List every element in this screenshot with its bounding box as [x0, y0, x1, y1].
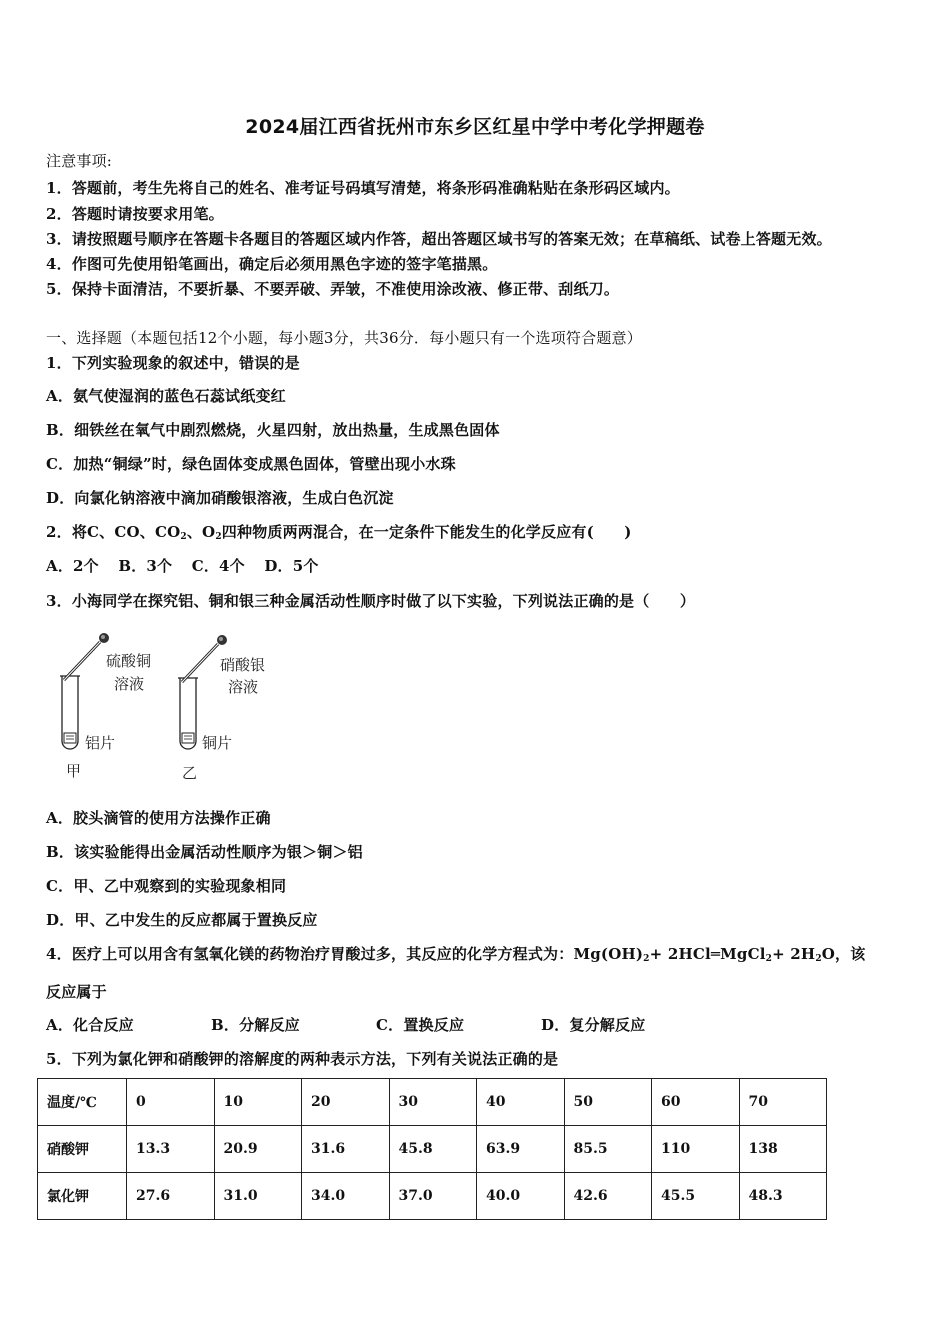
- test-tube-jia: [60, 676, 80, 749]
- question-4-option-c: C．置换反应: [376, 1016, 465, 1034]
- table-cell: 硝酸钾: [38, 1126, 127, 1173]
- table-cell: 63.9: [477, 1126, 565, 1173]
- table-cell: 氯化钾: [38, 1173, 127, 1220]
- table-cell: 85.5: [564, 1126, 652, 1173]
- question-1-stem: 1．下列实验现象的叙述中，错误的是: [46, 354, 300, 372]
- question-2-option-c: C．4个: [191, 557, 245, 575]
- question-4-stem-line2: 反应属于: [46, 983, 107, 1001]
- question-3-option-c: C．甲、乙中观察到的实验现象相同: [46, 877, 287, 895]
- table-cell: 温度/℃: [38, 1079, 127, 1126]
- table-cell: 45.8: [389, 1126, 477, 1173]
- notice-item: 1．答题前，考生先将自己的姓名、准考证号码填写清楚，将条形码准确粘贴在条形码区域内。: [46, 179, 680, 197]
- question-5-stem: 5．下列为氯化钾和硝酸钾的溶解度的两种表示方法，下列有关说法正确的是: [46, 1050, 559, 1068]
- subscript: 2: [643, 954, 650, 964]
- table-cell: 31.6: [302, 1126, 390, 1173]
- question-3-stem: 3．小海同学在探究铝、铜和银三种金属活动性顺序时做了以下实验，下列说法正确的是（ ）: [46, 592, 696, 610]
- question-1-option-b: B．细铁丝在氧气中剧烈燃烧，火星四射，放出热量，生成黑色固体: [46, 421, 500, 439]
- question-4-stem: [46, 943, 865, 964]
- reagent-label: 硝酸银: [220, 656, 266, 674]
- question-4-text: O，该: [821, 945, 866, 963]
- question-3-option-b: B．该实验能得出金属活动性顺序为银＞铜＞铝: [46, 843, 363, 861]
- notice-item: 2．答题时请按要求用笔。: [46, 205, 224, 223]
- section-heading: 一、选择题（本题包括12个小题，每小题3分，共36分．每小题只有一个选项符合题意）: [46, 329, 642, 347]
- metal-label: 铝片: [85, 734, 116, 752]
- question-4-text: + 2HCl═MgCl: [649, 945, 766, 963]
- dropper-jia: [64, 633, 109, 680]
- question-3-option-d: D．甲、乙中发生的反应都属于置换反应: [46, 911, 318, 929]
- table-cell: 45.5: [652, 1173, 740, 1220]
- table-cell: 50: [564, 1079, 652, 1126]
- table-row: [38, 1173, 827, 1220]
- subscript: 2: [765, 954, 773, 964]
- question-4-option-b: B．分解反应: [211, 1016, 300, 1034]
- question-2-text: 2．将C、CO、CO: [46, 523, 181, 541]
- question-2-stem: [46, 521, 632, 542]
- question-4-text: + 2H: [772, 945, 816, 963]
- question-4-options: [46, 1014, 706, 1035]
- table-cell: 40.0: [477, 1173, 565, 1220]
- subscript: 2: [815, 954, 822, 964]
- page-title: 2024届江西省抚州市东乡区红星中学中考化学押题卷: [245, 116, 705, 138]
- table-cell: 10: [214, 1079, 302, 1126]
- notice-item: 4．作图可先使用铅笔画出，确定后必须用黑色字迹的签字笔描黑。: [46, 255, 498, 273]
- question-2-option-a: A．2个: [46, 557, 99, 575]
- table-cell: 13.3: [127, 1126, 215, 1173]
- test-tube-yi: [178, 678, 198, 749]
- question-4-option-a: A．化合反应: [46, 1016, 134, 1034]
- reagent-label: 溶液: [228, 678, 259, 696]
- question-1-option-d: D．向氯化钠溶液中滴加硝酸银溶液，生成白色沉淀: [46, 489, 394, 507]
- table-cell: 31.0: [214, 1173, 302, 1220]
- table-cell: 42.6: [564, 1173, 652, 1220]
- table-cell: 20.9: [214, 1126, 302, 1173]
- reagent-label: 溶液: [114, 675, 145, 693]
- table-cell: 37.0: [389, 1173, 477, 1220]
- question-2-option-d: D．5个: [264, 557, 319, 575]
- solubility-table: [37, 1078, 827, 1220]
- tube-label: 乙: [182, 764, 198, 782]
- table-cell: 110: [652, 1126, 740, 1173]
- question-2-text: 、O: [186, 523, 216, 541]
- question-2-option-b: B．3个: [118, 557, 173, 575]
- table-cell: 30: [389, 1079, 477, 1126]
- question-3-option-a: A．胶头滴管的使用方法操作正确: [46, 809, 271, 827]
- table-cell: 60: [652, 1079, 740, 1126]
- question-1-option-c: C．加热“铜绿”时，绿色固体变成黑色固体，管壁出现小水珠: [46, 455, 456, 473]
- table-cell: 138: [739, 1126, 827, 1173]
- table-cell: 0: [127, 1079, 215, 1126]
- subscript: 2: [180, 532, 187, 542]
- table-cell: 34.0: [302, 1173, 390, 1220]
- question-4-option-d: D．复分解反应: [541, 1016, 646, 1034]
- subscript: 2: [215, 532, 222, 542]
- table-cell: 40: [477, 1079, 565, 1126]
- tube-label: 甲: [66, 762, 82, 780]
- question-1-option-a: A．氨气使湿润的蓝色石蕊试纸变红: [46, 387, 286, 405]
- question-2-options: [46, 555, 333, 576]
- experiment-figure: [52, 628, 292, 788]
- table-cell: 48.3: [739, 1173, 827, 1220]
- metal-label: 铜片: [202, 734, 233, 752]
- table-cell: 70: [739, 1079, 827, 1126]
- question-4-text: 4．医疗上可以用含有氢氧化镁的药物治疗胃酸过多，其反应的化学方程式为：Mg(OH): [46, 945, 644, 963]
- table-header-row: [38, 1079, 827, 1126]
- table-row: [38, 1126, 827, 1173]
- question-2-text: 四种物质两两混合，在一定条件下能发生的化学反应有( ): [221, 523, 632, 541]
- table-cell: 20: [302, 1079, 390, 1126]
- reagent-label: 硫酸铜: [106, 652, 152, 670]
- notice-heading: 注意事项:: [46, 152, 113, 170]
- notice-item: 3．请按照题号顺序在答题卡各题目的答题区域内作答，超出答题区域书写的答案无效；在草稿纸、试卷上答题无效。: [46, 230, 832, 248]
- notice-item: 5．保持卡面清洁，不要折暴、不要弄破、弄皱，不准使用涂改液、修正带、刮纸刀。: [46, 280, 620, 298]
- table-cell: 27.6: [127, 1173, 215, 1220]
